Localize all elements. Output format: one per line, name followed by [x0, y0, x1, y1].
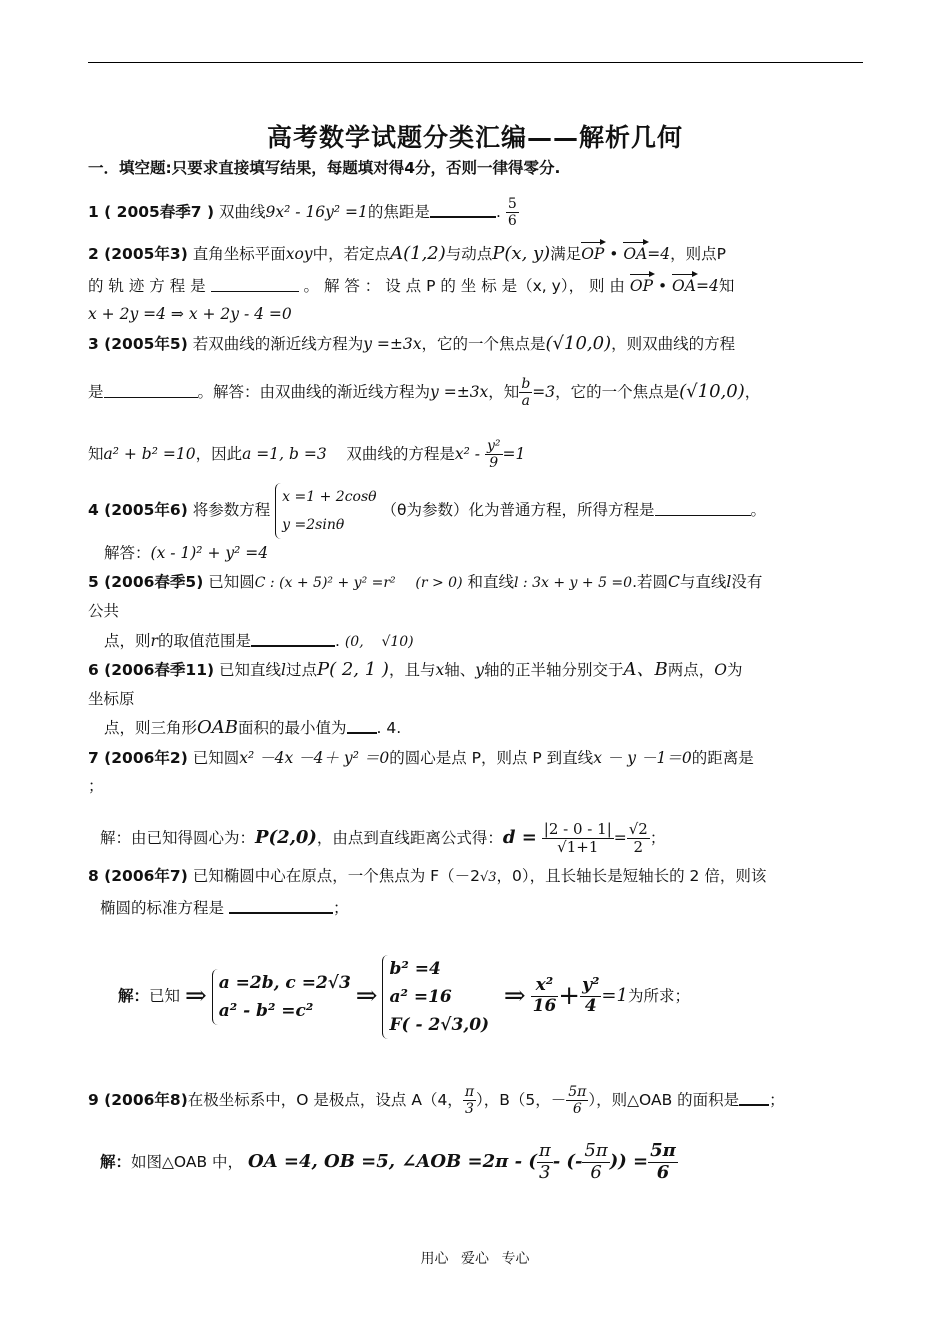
question-2-line-2: 的 轨 迹 方 程 是 。 解 答 ： 设 点 P 的 坐 标 是（x, y）， 则 由 OP • OA=4知: [88, 277, 735, 295]
question-3-line-2: 是 。解答：由双曲线的渐近线方程为y =±3x，知 $\frac{b}{a}$ =3，它的一个焦点是(√10,0)，: [88, 376, 761, 410]
section-heading: 一．填空题:只要求直接填写结果，每题填对得4分，否则一律得零分.: [88, 159, 561, 177]
question-6: 6 (2006春季11) 已知直线l过点P( 2, 1 )，且与x轴、y轴的正半轴分别交于A、B两点，O为: [88, 659, 743, 680]
answer-blank: [430, 202, 496, 218]
system-1: a =2b, c =2√3 a² - b² =c²: [212, 969, 351, 1025]
parametric-system: x =1 + 2cosθ y =2sinθ: [275, 483, 376, 539]
answer-fraction: $\frac{5}{6}$: [507, 196, 517, 230]
question-8: 8 (2006年7) 已知椭圆中心在原点，一个焦点为 F（－2√3，0），且长轴长是短轴长的 2 倍，则该: [88, 867, 767, 885]
question-9: 9 (2006年8)在极坐标系中，O 是极点，设点 A（4， $\frac{\pi}{3}$ ），B（5，－ $\frac{5\pi}{6}$ ），则△OAB 的面积是 ；: [88, 1083, 785, 1117]
question-4-answer: 解答：(x - 1)² + y² =4: [104, 544, 269, 562]
vector-oa: OA: [623, 245, 648, 263]
question-3-line-3: 知a² + b² =10，因此a =1, b =3 双曲线的方程是x² - $\frac{\text{y²}}{9}$ =1: [88, 438, 526, 472]
answer-blank: [211, 277, 299, 292]
distance-fraction: $\frac{|2 - 0 - 1|}{√1+1}$: [543, 819, 612, 856]
ellipse-y-term: $\frac{\text{y²}}{4}$: [582, 975, 600, 1016]
header-rule: [88, 62, 863, 63]
page-footer: 用心 爱心 专心: [420, 1251, 530, 1267]
result-fraction: $\frac{√2}{2}$: [628, 819, 648, 856]
fraction-pi-3: $\frac{\pi}{3}$: [538, 1140, 551, 1183]
fraction-5pi-6: $\frac{5\pi}{6}$: [584, 1140, 608, 1183]
question-8-solution: 解：已知 ⇒ a =2b, c =2√3 a² - b² =c² ⇒ b² =4 a² =16 F( - 2√3,0) ⇒ $\frac{\text{x²}}{16}$ + $\frac{\text{y²}}{4}$ =1为所求；: [118, 938, 690, 1054]
answer-blank: [251, 631, 335, 647]
question-7-line-2: ；: [88, 777, 104, 795]
answer-blank: [229, 898, 333, 914]
system-2: b² =4 a² =16 F( - 2√3,0): [382, 955, 489, 1039]
angle-5pi-over-6: $\frac{5\pi}{6}$: [568, 1083, 587, 1117]
answer-blank: [347, 718, 377, 734]
question-2: 2 (2005年3) 直角坐标平面xoy中，若定点A(1,2)与动点P(x, y)满足OP • OA=4，则点P: [88, 243, 727, 264]
question-3: 3 (2005年5) 若双曲线的渐近线方程为y =±3x，它的一个焦点是(√10,0)，则双曲线的方程: [88, 333, 736, 354]
fraction-y2-over-9: $\frac{\text{y²}}{9}$: [486, 438, 501, 472]
question-5-line-3: 点，则r的取值范围是 . (0, √10): [104, 632, 414, 650]
fraction-b-over-a: $\frac{b}{a}$: [521, 376, 531, 410]
question-1: 1 ( 2005春季7 ) 双曲线9x² - 16y² =1的焦距是 . $\frac{5}{6}$: [88, 196, 517, 230]
question-6-line-3: 点，则三角形OAB面积的最小值为 . 4.: [104, 717, 402, 738]
angle-pi-over-3: $\frac{\pi}{3}$: [464, 1083, 475, 1117]
result-5pi-6: $\frac{5\pi}{6}$: [650, 1140, 676, 1183]
vector-op: OP: [581, 245, 605, 263]
answer-blank: [104, 383, 198, 398]
question-2-line-3: x + 2y =4 ⇒ x + 2y - 4 =0: [88, 305, 292, 323]
ellipse-x-term: $\frac{\text{x²}}{16}$: [532, 975, 557, 1016]
question-5: 5 (2006春季5) 已知圆C : (x + 5)² + y² =r² (r > 0) 和直线l : 3x + y + 5 =0.若圆C与直线l没有: [88, 573, 763, 591]
question-5-line-2: 公共: [88, 602, 120, 620]
answer-blank: [739, 1090, 769, 1106]
question-4: 4 (2005年6) 将参数方程 x =1 + 2cosθ y =2sinθ （θ为参数）化为普通方程，所得方程是 。: [88, 482, 766, 539]
question-6-line-2: 坐标原: [88, 690, 135, 708]
question-7: 7 (2006年2) 已知圆x² －4x －4＋ y² ＝0的圆心是点 P，则点 P 到直线x － y －1＝0的距离是: [88, 749, 754, 767]
answer-blank: [655, 501, 751, 516]
question-7-solution: 解：由已知得圆心为：P(2,0)，由点到直线距离公式得：d = $\frac{|2 - 0 - 1|}{√1+1}$ = $\frac{√2}{2}$ ；: [100, 819, 666, 856]
question-9-solution: 解：如图△OAB 中， OA =4, OB =5, ∠AOB =2π - ( $\frac{\pi}{3}$ - (- $\frac{5\pi}{6}$ )) = $\frac{5\pi}{6}$: [100, 1140, 676, 1183]
page-title: 高考数学试题分类汇编——解析几何: [266, 123, 683, 152]
question-8-line-2: 椭圆的标准方程是 ；: [100, 899, 349, 917]
